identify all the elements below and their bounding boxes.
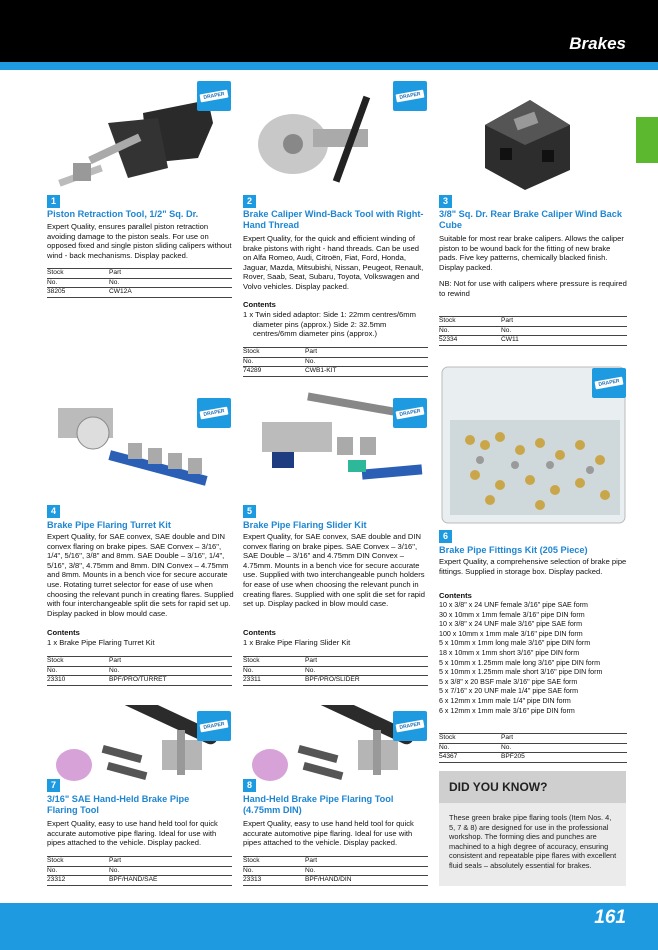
product-description: Expert Quality, easy to use hand held tool for quick accurate automotive pipe flaring. Ideal for use with pipes attached to the vehicle. Display packed. — [243, 819, 414, 848]
product-number: 1 — [47, 195, 60, 208]
stock-number: 23312 — [47, 876, 66, 883]
product-number: 4 — [47, 505, 60, 518]
contents-item: 6 x 12mm x 1mm male 3/16" pipe DIN form — [439, 706, 575, 715]
contents-item: 10 x 3/8" x 24 UNF female 3/16" pipe SAE form — [439, 601, 588, 609]
product-description: Expert Quality, for SAE convex, SAE double and DIN convex flaring on brake pipes. SAE Convex – 3/16", SAE Double – 3/16" and 4.75mm DIN Convex – 4.75mm. Mounts in a bench vice for secure accurate use. Supplied with two interchangeable punch holders for ease of use when choosing the relevant punch in creating flares. Supplied with one split die set for rapid set up. Display packed in blow mould case. — [243, 532, 425, 609]
page-header — [0, 0, 658, 62]
contents-item: 5 x 10mm x 1mm long male 3/16" pipe DIN form — [439, 639, 591, 648]
contents-item: 5 x 3/8" x 20 BSF male 3/16" pipe SAE form — [439, 677, 578, 686]
stock-table: Stock Part No. No. 23313 BPF/HAND/DIN — [243, 856, 428, 886]
product-title: 3/16" SAE Hand-Held Brake Pipe Flaring Tool — [47, 794, 190, 815]
product-title: Brake Pipe Flaring Turret Kit — [47, 520, 171, 530]
part-number: BPF205 — [501, 753, 525, 760]
product-contents-list — [439, 601, 629, 716]
contents-item: 100 x 10mm x 1mm male 3/16" pipe DIN form — [439, 629, 583, 638]
product-contents: 1 x Brake Pipe Flaring Slider Kit — [243, 638, 351, 647]
contents-heading: Contents — [47, 628, 80, 637]
contents-item: 18 x 10mm x 1mm short 3/16" pipe DIN form — [439, 648, 580, 657]
stock-number: 23311 — [243, 676, 261, 683]
part-number: CW11 — [501, 336, 519, 343]
product-title: Brake Pipe Fittings Kit (205 Piece) — [439, 545, 588, 555]
product-description: Expert Quality, for the quick and efficient winding of brake pistons with right - hand threads. Can be used on Alfa Romeo, Audi, Citroën, Fiat, Ford, Honda, Jaguar, Mazda, Mitsubishi, Nissan, Peugeot, Renault, Rover, Saab, Seat, Subaru, Toyota, Volkswagen and Volvo vehicles. Display packed. — [243, 234, 424, 291]
product-contents: 1 x Brake Pipe Flaring Turret Kit — [47, 638, 155, 647]
contents-heading: Contents — [243, 300, 276, 309]
part-number: BPF/HAND/SAE — [109, 876, 158, 883]
contents-item: 5 x 10mm x 1.25mm male long 3/16" pipe DIN form — [439, 658, 601, 667]
product-note: NB: Not for use with calipers where pressure is required to rewind — [439, 279, 627, 298]
product-title: Brake Pipe Flaring Slider Kit — [243, 520, 367, 530]
product-title: Hand-Held Brake Pipe Flaring Tool (4.75mm DIN) — [243, 794, 394, 815]
contents-item: 10 x 3/8" x 24 UNF male 3/16" pipe SAE form — [439, 620, 583, 629]
stock-number: 23310 — [47, 676, 66, 683]
page-footer — [0, 903, 658, 950]
draper-logo: DRAPER — [197, 398, 231, 428]
contents-item: 5 x 10mm x 1.25mm male short 3/16" pipe DIN form — [439, 668, 603, 677]
part-number: CWB1-KIT — [305, 367, 337, 374]
stock-number: 52334 — [439, 336, 458, 343]
product-description: Suitable for most rear brake calipers. Allows the caliper piston to be wound back for the fitting of new brake pads. Five key patterns, chemically blacked finish. Display packed. — [439, 234, 624, 272]
stock-number: 23313 — [243, 876, 262, 883]
contents-item: 5 x 7/16" x 20 UNF male 1/4" pipe SAE form — [439, 687, 579, 696]
did-you-know-title: DID YOU KNOW? — [439, 771, 626, 803]
part-number: BPF/PRO/SLIDER — [305, 676, 360, 683]
wind-back-cube-image — [470, 90, 580, 195]
product-number: 7 — [47, 779, 60, 792]
stock-number: 38205 — [47, 288, 66, 295]
product-description: Expert Quality, a comprehensive selection of brake pipe fittings. Supplied in storage box. Display packed. — [439, 557, 627, 576]
draper-logo: DRAPER — [592, 368, 626, 398]
contents-item: 6 x 12mm x 1mm male 1/4" pipe DIN form — [439, 696, 571, 705]
product-number: 2 — [243, 195, 256, 208]
product-title: Piston Retraction Tool, 1/2" Sq. Dr. — [47, 209, 199, 219]
stock-number: 54367 — [439, 753, 458, 760]
part-number: CW12A — [109, 288, 132, 295]
product-number: 3 — [439, 195, 452, 208]
product-title: 3/8" Sq. Dr. Rear Brake Caliper Wind Back Cube — [439, 209, 622, 230]
stock-table: Stock Part No. No. 52334 CW11 — [439, 316, 627, 346]
stock-table: Stock Part No. No. 54367 BPF205 — [439, 733, 627, 763]
stock-table: Stock Part No. No. 38205 CW12A — [47, 268, 232, 298]
header-stripe — [0, 62, 658, 70]
contents-heading: Contents — [243, 628, 276, 637]
part-number: BPF/HAND/DIN — [305, 876, 352, 883]
stock-table: Stock Part No. No. 74289 CWB1-KIT — [243, 347, 428, 377]
did-you-know-text: These green brake pipe flaring tools (Item Nos. 4, 5, 7 & 8) are designed for use in the professional workshop. The forming dies and punches are machined to a high degree of accuracy, ensuring consistent and repeatable pipe flares with excellent fluid seals – absolutely essential for brakes. — [449, 813, 617, 870]
draper-logo: DRAPER — [197, 81, 231, 111]
product-description: Expert Quality, ensures parallel piston retraction avoiding damage to the piston seals. For use on opposed fixed and single piston sliding calipers without wind - back mechanisms. Display packed. — [47, 222, 232, 260]
section-title: Brakes — [569, 34, 626, 53]
contents-heading: Contents — [439, 591, 472, 600]
product-title: Brake Caliper Wind-Back Tool with Right-Hand Thread — [243, 209, 424, 230]
draper-logo: DRAPER — [393, 711, 427, 741]
section-tab — [636, 117, 658, 163]
product-number: 5 — [243, 505, 256, 518]
part-number: BPF/PRO/TURRET — [109, 676, 167, 683]
page-number: 161 — [594, 907, 626, 928]
product-contents: 1 x Twin sided adaptor: Side 1: 22mm centres/6mm diameter pins (approx.) Side 2: 32.5mm centres/6mm diameter pins (approx.) — [243, 310, 416, 339]
product-number: 8 — [243, 779, 256, 792]
draper-logo: DRAPER — [197, 711, 231, 741]
stock-table: Stock Part No. No. 23312 BPF/HAND/SAE — [47, 856, 232, 886]
product-description: Expert Quality, for SAE convex, SAE double and DIN convex flaring on brake pipes. SAE Convex – 3/16", 1/4", 5/16", 3/8" and 8mm. SAE Double – 3/16", 1/4", 5/16", 3/8", 4.75mm and 8mm. DIN Convex – 4.75mm and 8mm. Mounts in a bench vice for secure accurate use. Rotating turret selector for ease of use when choosing the relevant punch in creating flares. Supplied with four interchangeable split die sets for rapid set up. Display packed in blow mould case. — [47, 532, 234, 618]
product-description: Expert Quality, easy to use hand held tool for quick accurate automotive pipe flaring. Ideal for use with pipes attached to the vehicle. Display packed. — [47, 819, 218, 848]
contents-item: 30 x 10mm x 1mm female 3/16" pipe DIN form — [439, 610, 585, 619]
did-you-know-box — [439, 771, 626, 886]
stock-number: 74289 — [243, 367, 262, 374]
stock-table: Stock Part No. No. 23310 BPF/PRO/TURRET — [47, 656, 232, 686]
draper-logo: DRAPER — [393, 81, 427, 111]
piston-retraction-tool-image — [48, 78, 218, 188]
stock-table: Stock Part No. No. 23311 BPF/PRO/SLIDER — [243, 656, 428, 686]
draper-logo: DRAPER — [393, 398, 427, 428]
product-number: 6 — [439, 530, 452, 543]
